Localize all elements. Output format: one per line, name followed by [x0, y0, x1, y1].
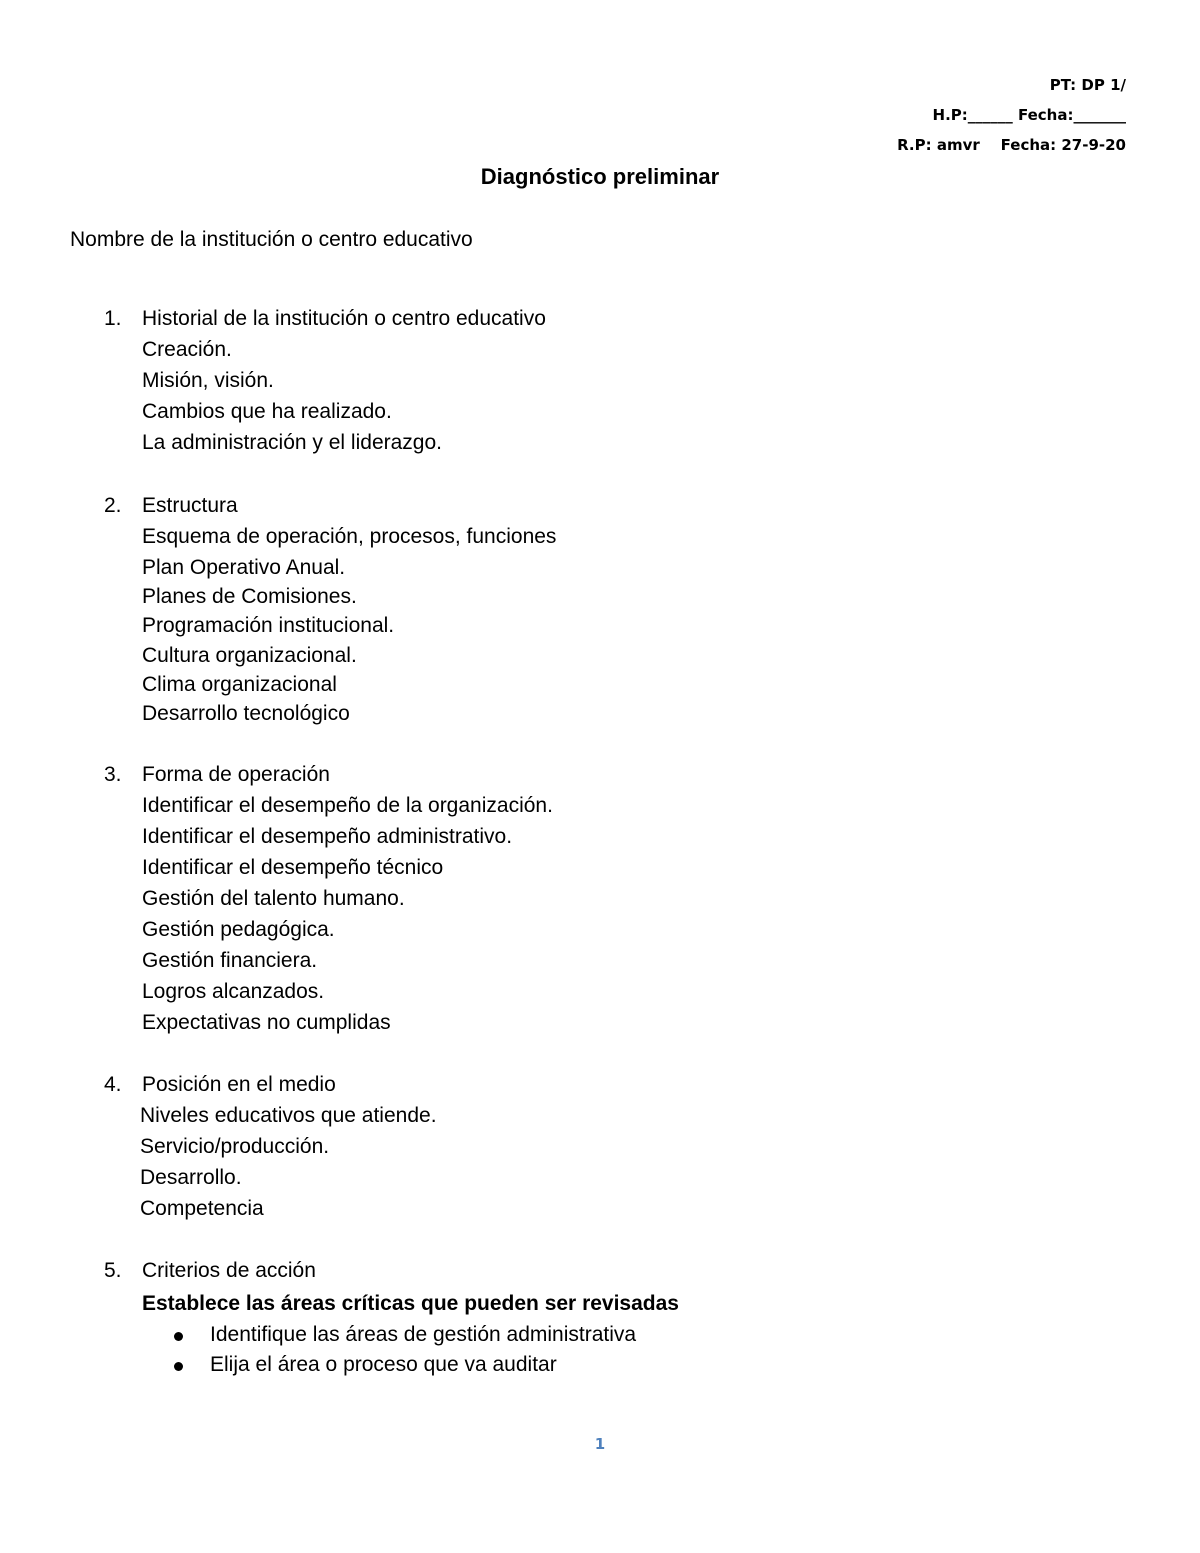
bullet-text: Elija el área o proceso que va auditar	[210, 1353, 557, 1376]
list-item: Gestión financiera.	[142, 949, 318, 972]
bullet-text: Identifique las áreas de gestión administrativa	[210, 1323, 637, 1346]
list-item: Identificar el desempeño administrativo.	[142, 825, 513, 848]
list-item: Gestión del talento humano.	[142, 887, 405, 910]
list-item: Clima organizacional	[142, 673, 337, 696]
section-number: 2.	[104, 494, 122, 517]
list-item: La administración y el liderazgo.	[142, 431, 442, 454]
bullet-item	[0, 1351, 1200, 1381]
header-rp-line: R.P: amvr Fecha: 27-9-20	[897, 136, 1126, 154]
list-item: Misión, visión.	[142, 369, 274, 392]
list-item: Competencia	[140, 1197, 264, 1220]
page-title: Diagnóstico preliminar	[480, 164, 720, 189]
list-item: Creación.	[142, 338, 232, 361]
list-item: Desarrollo.	[140, 1166, 242, 1189]
list-item: Niveles educativos que atiende.	[140, 1104, 437, 1127]
header-hp-line: H.P:______ Fecha:_______	[932, 106, 1126, 124]
bullet-icon	[174, 1362, 183, 1371]
list-item: Expectativas no cumplidas	[142, 1011, 391, 1034]
section-number: 5.	[104, 1259, 122, 1282]
list-item: Planes de Comisiones.	[142, 585, 357, 608]
section-title: Criterios de acción	[142, 1259, 316, 1282]
section-number: 4.	[104, 1073, 122, 1096]
list-item: Identificar el desempeño técnico	[142, 856, 444, 879]
intro-line: Nombre de la institución o centro educativo	[70, 228, 473, 251]
section-subtitle: Establece las áreas críticas que pueden ser revisadas	[142, 1292, 679, 1315]
section-title: Historial de la institución o centro educativo	[142, 307, 546, 330]
list-item: Logros alcanzados.	[142, 980, 325, 1003]
list-item: Gestión pedagógica.	[142, 918, 335, 941]
header-pt-line: PT: DP 1/	[1049, 76, 1126, 94]
section-title: Forma de operación	[142, 763, 330, 786]
list-item: Servicio/producción.	[140, 1135, 330, 1158]
bullet-icon	[174, 1332, 183, 1341]
page-number: 1	[594, 1435, 606, 1453]
list-item: Cultura organizacional.	[142, 644, 357, 667]
section-title: Estructura	[142, 494, 238, 517]
section-number: 3.	[104, 763, 122, 786]
list-item: Desarrollo tecnológico	[142, 702, 350, 725]
bullet-item	[0, 1321, 1200, 1351]
list-item: Identificar el desempeño de la organización.	[142, 794, 553, 817]
section-number: 1.	[104, 307, 122, 330]
list-item: Cambios que ha realizado.	[142, 400, 392, 423]
list-item: Esquema de operación, procesos, funciones	[142, 525, 557, 548]
list-item: Plan Operativo Anual.	[142, 556, 346, 579]
list-item: Programación institucional.	[142, 614, 395, 637]
section-title: Posición en el medio	[142, 1073, 336, 1096]
